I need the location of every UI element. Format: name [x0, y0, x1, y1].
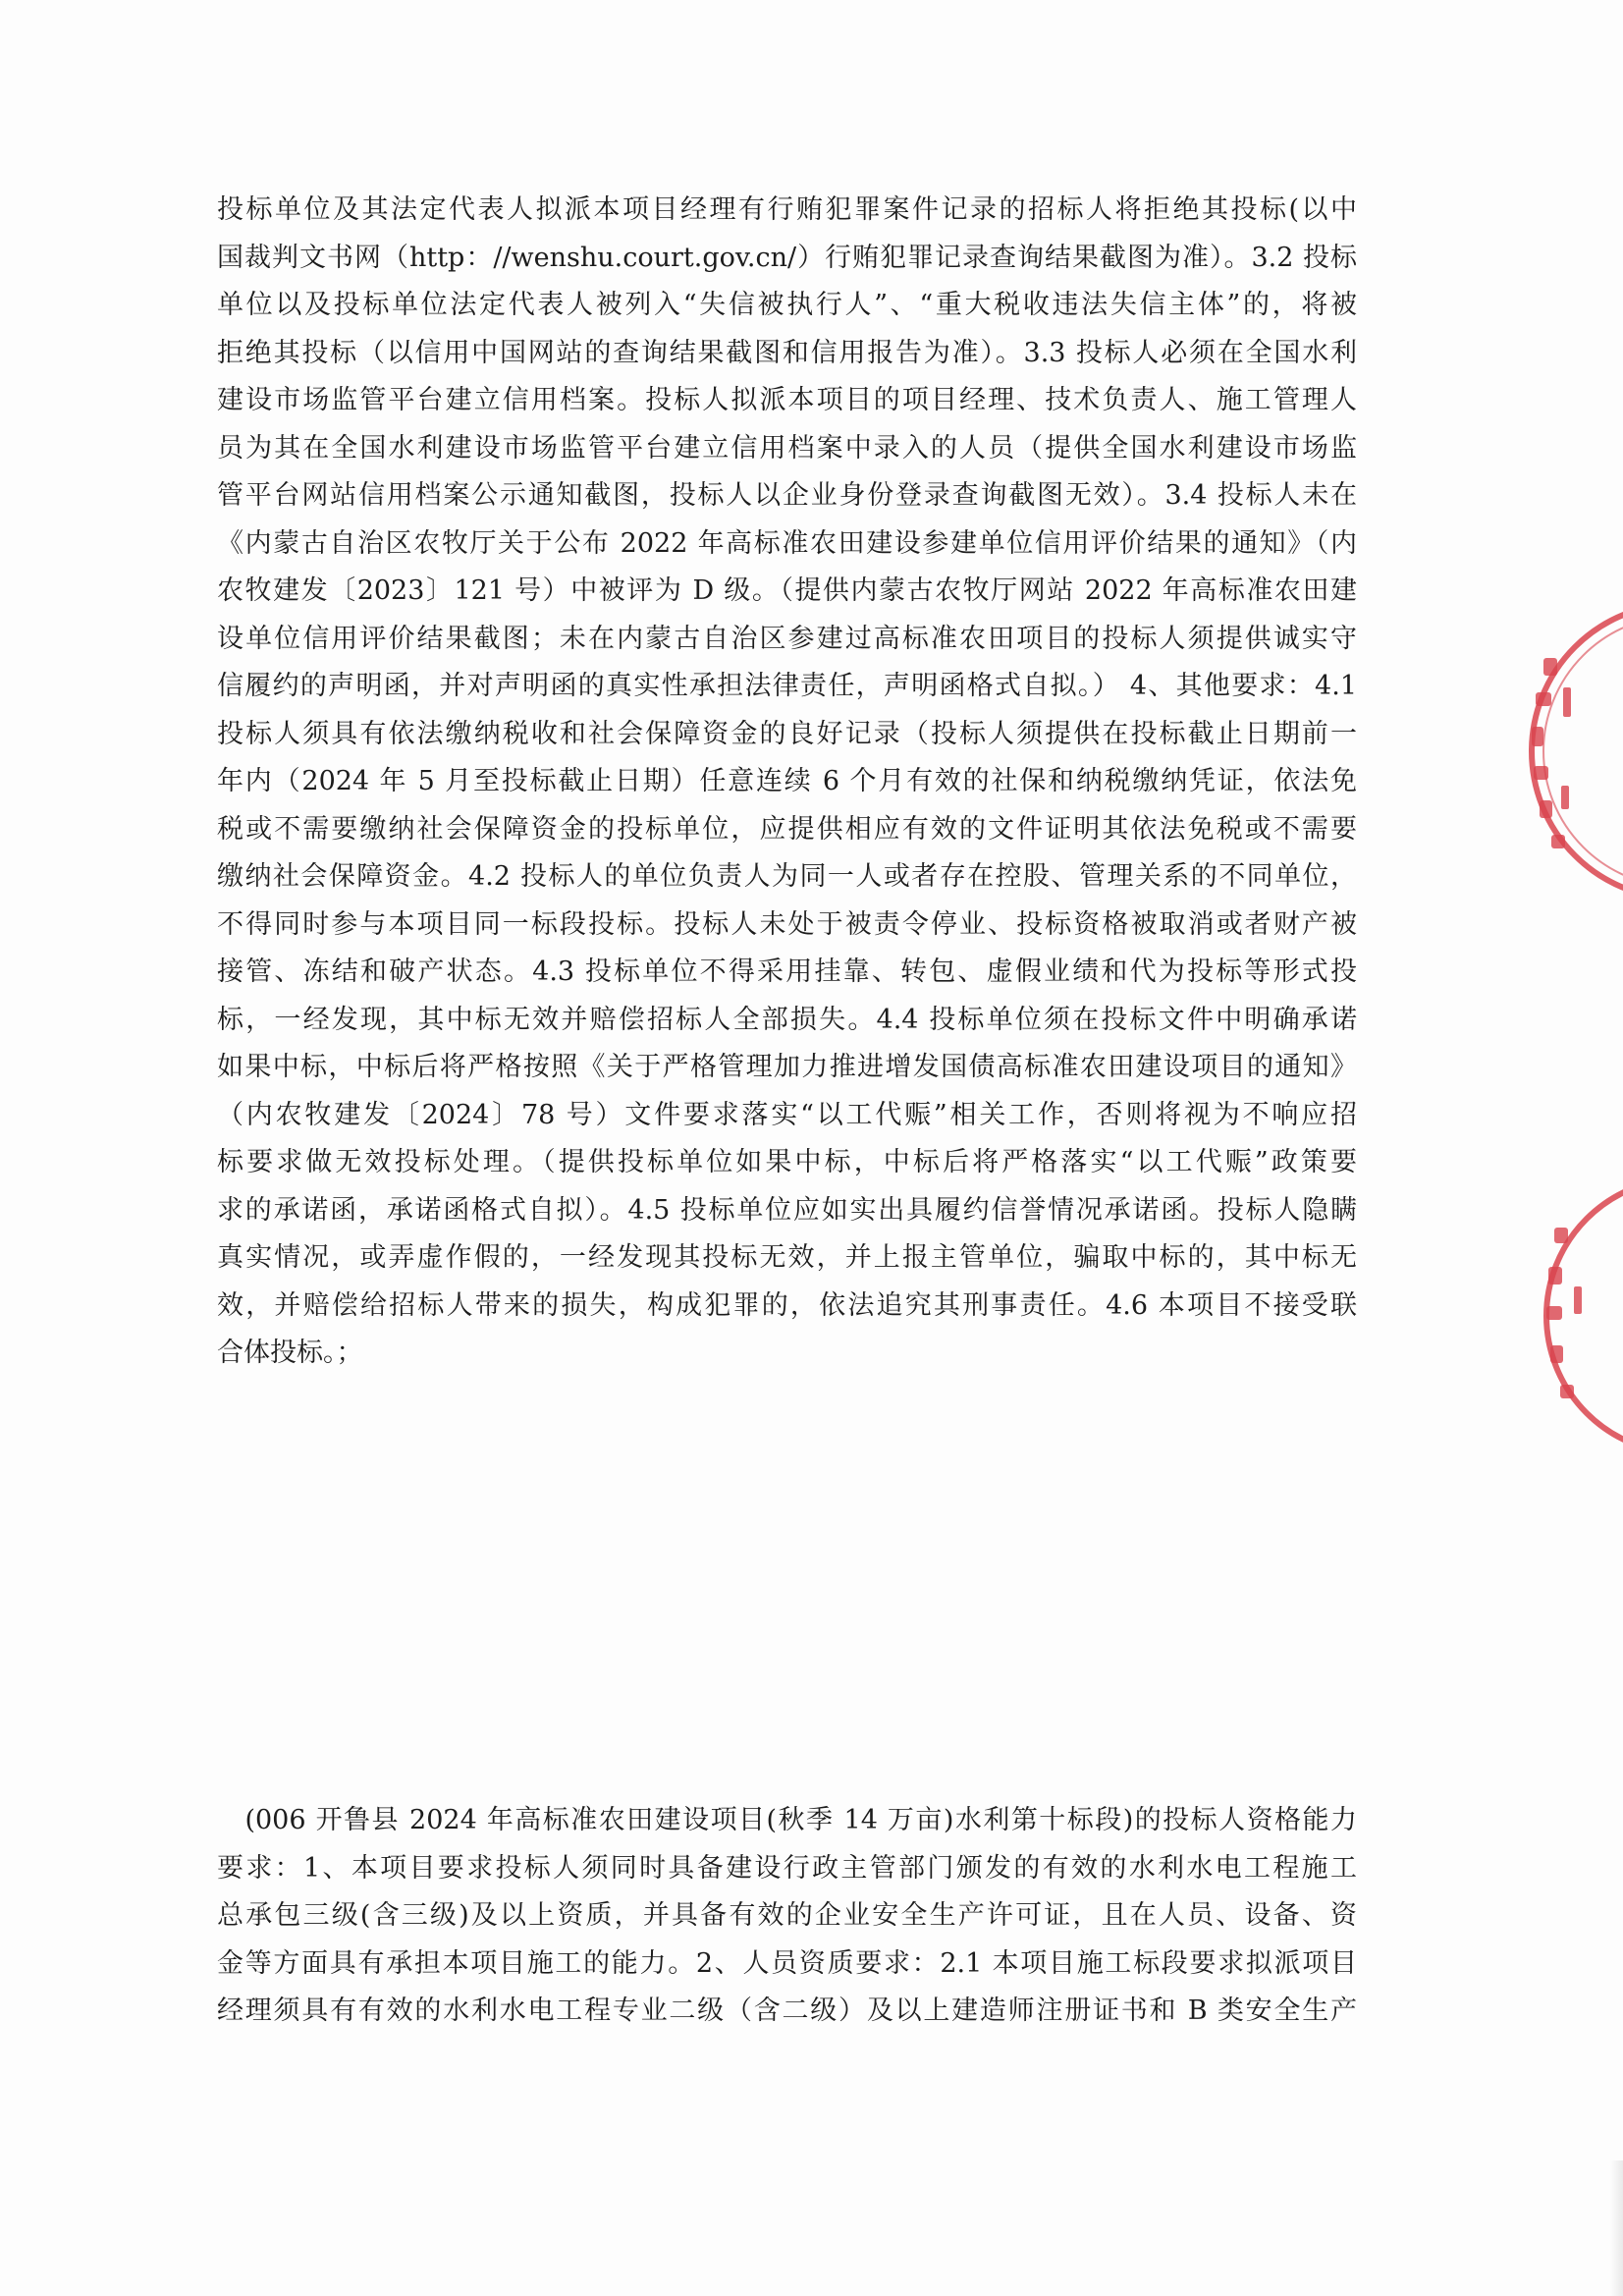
- text-line: 拒绝其投标（以信用中国网站的查询结果截图和信用报告为准）。3.3 投标人必须在全国水利: [217, 337, 1357, 368]
- text-line: 员为其在全国水利建设市场监管平台建立信用档案中录入的人员（提供全国水利建设市场监: [217, 432, 1357, 464]
- seal-stamp-top: [1492, 589, 1623, 913]
- paragraph-section-10-requirements: [217, 1797, 1357, 2036]
- text-line: 投标单位及其法定代表人拟派本项目经理有行贿犯罪案件记录的招标人将拒绝其投标(以中: [217, 194, 1357, 225]
- text-line: 效，并赔偿给招标人带来的损失，构成犯罪的，依法追究其刑事责任。4.6 本项目不接受联: [217, 1289, 1357, 1321]
- text-line: 金等方面具有承担本项目施工的能力。2、人员资质要求：2.1 本项目施工标段要求拟派项目: [217, 1947, 1357, 1979]
- text-line: 税或不需要缴纳社会保障资金的投标单位，应提供相应有效的文件证明其依法免税或不需要: [217, 813, 1357, 845]
- seal-stamp-bottom: [1527, 1169, 1623, 1463]
- text-line: 经理须具有有效的水利水电工程专业二级（含二级）及以上建造师注册证书和 B 类安全生产: [217, 1995, 1357, 2026]
- scan-edge-shadow: [1610, 2160, 1623, 2296]
- text-line: 投标人须具有依法缴纳税收和社会保障资金的良好记录（投标人须提供在投标截止日期前一: [217, 718, 1357, 749]
- text-line: 信履约的声明函，并对声明函的真实性承担法律责任，声明函格式自拟。） 4、其他要求：4.1: [217, 671, 1357, 701]
- text-line: 如果中标，中标后将严格按照《关于严格管理加力推进增发国债高标准农田建设项目的通知》: [217, 1052, 1357, 1082]
- text-line: 总承包三级(含三级)及以上资质，并具备有效的企业安全生产许可证，且在人员、设备、资: [217, 1900, 1357, 1931]
- text-line: 农牧建发〔2023〕121 号）中被评为 D 级。（提供内蒙古农牧厅网站 2022 年高标准农田建: [217, 575, 1357, 606]
- text-line: 国裁判文书网（http：//wenshu.court.gov.cn/）行贿犯罪记录查询结果截图为准）。3.2 投标: [217, 242, 1357, 273]
- text-line: 标，一经发现，其中标无效并赔偿招标人全部损失。4.4 投标单位须在投标文件中明确承诺: [217, 1004, 1357, 1035]
- text-line: 管平台网站信用档案公示通知截图，投标人以企业身份登录查询截图无效）。3.4 投标人未在: [217, 480, 1357, 511]
- text-line: （内农牧建发〔2024〕78 号）文件要求落实“以工代赈”相关工作，否则将视为不响应招: [217, 1099, 1357, 1130]
- text-line: 建设市场监管平台建立信用档案。投标人拟派本项目的项目经理、技术负责人、施工管理人: [217, 385, 1357, 415]
- paragraph-qualification-requirements-continued: [217, 187, 1357, 1378]
- text-line: 要求：1、本项目要求投标人须同时具备建设行政主管部门颁发的有效的水利水电工程施工: [217, 1852, 1357, 1884]
- text-line: 真实情况，或弄虚作假的，一经发现其投标无效，并上报主管单位，骗取中标的，其中标无: [217, 1242, 1357, 1273]
- text-line: 接管、冻结和破产状态。4.3 投标单位不得采用挂靠、转包、虚假业绩和代为投标等形式投: [217, 957, 1357, 987]
- text-line: 年内（2024 年 5 月至投标截止日期）任意连续 6 个月有效的社保和纳税缴纳凭证，依法免: [217, 766, 1357, 796]
- text-line: 缴纳社会保障资金。4.2 投标人的单位负责人为同一人或者存在控股、管理关系的不同单位，: [217, 861, 1357, 892]
- text-line: 标要求做无效投标处理。（提供投标单位如果中标，中标后将严格落实“以工代赈”政策要: [217, 1147, 1357, 1177]
- text-line: 求的承诺函，承诺函格式自拟）。4.5 投标单位应如实出具履约信誉情况承诺函。投标人隐瞒: [217, 1194, 1357, 1226]
- text-line: 《内蒙古自治区农牧厅关于公布 2022 年高标准农田建设参建单位信用评价结果的通知》（内: [217, 527, 1357, 559]
- text-line: (006 开鲁县 2024 年高标准农田建设项目(秋季 14 万亩)水利第十标段)的投标人资格能力: [217, 1805, 1357, 1835]
- text-line: 合体投标。；: [217, 1338, 363, 1368]
- text-line: 单位以及投标单位法定代表人被列入“失信被执行人”、“重大税收违法失信主体”的，将被: [217, 290, 1357, 320]
- text-line: 设单位信用评价结果截图；未在内蒙古自治区参建过高标准农田项目的投标人须提供诚实守: [217, 623, 1357, 654]
- text-line: 不得同时参与本项目同一标段投标。投标人未处于被责令停业、投标资格被取消或者财产被: [217, 908, 1357, 940]
